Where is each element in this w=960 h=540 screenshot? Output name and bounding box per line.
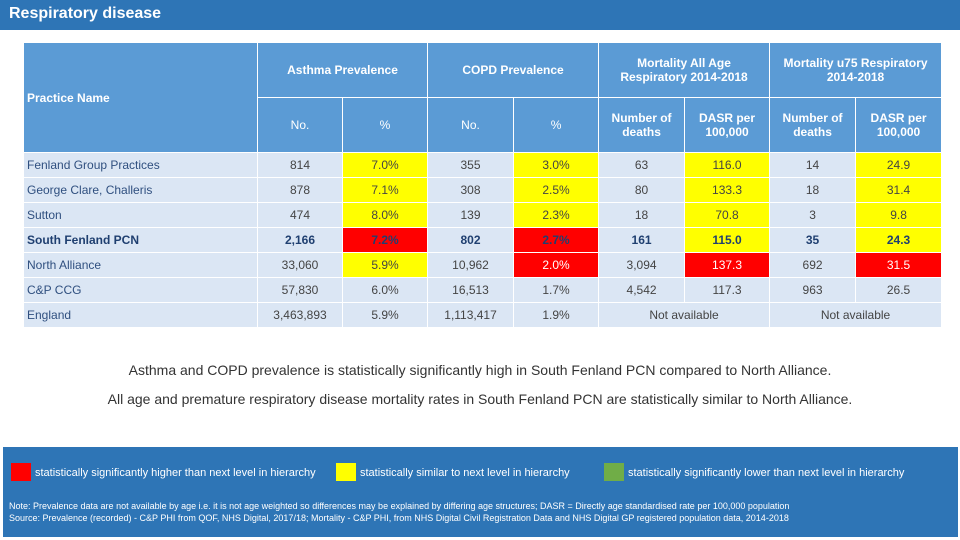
cell-mort-dasr: 117.3 [685, 278, 770, 303]
table-row [24, 253, 942, 278]
cell-mort-deaths: 161 [599, 228, 685, 253]
cell-mort-deaths: 3,094 [599, 253, 685, 278]
cell-copd-pct: 2.0% [514, 253, 599, 278]
cell-mort-deaths: 63 [599, 153, 685, 178]
cell-mort-dasr: 133.3 [685, 178, 770, 203]
cell-mort-dasr: 116.0 [685, 153, 770, 178]
header-copd-prevalence: COPD Prevalence [428, 43, 599, 98]
cell-copd-no: 355 [428, 153, 514, 178]
cell-copd-pct: 2.7% [514, 228, 599, 253]
header-copd-pct: % [514, 98, 599, 153]
legend-bar [3, 447, 958, 493]
cell-u75-dasr: 24.3 [856, 228, 942, 253]
cell-mort-dasr: 70.8 [685, 203, 770, 228]
cell-asthma-no: 2,166 [258, 228, 343, 253]
cell-asthma-pct: 8.0% [343, 203, 428, 228]
cell-practice-name: North Alliance [24, 253, 258, 278]
header-mortality-u75: Mortality u75 Respiratory 2014-2018 [770, 43, 942, 98]
yellow-swatch [336, 463, 356, 481]
cell-asthma-pct: 5.9% [343, 253, 428, 278]
header-copd-no: No. [428, 98, 514, 153]
header-asthma-pct: % [343, 98, 428, 153]
green-swatch [604, 463, 624, 481]
summary-line-2: All age and premature respiratory disease mortality rates in South Fenland PCN are statistically similar to North Alliance. [107, 391, 853, 407]
cell-copd-no: 1,113,417 [428, 303, 514, 328]
legend-green-label: statistically significantly lower than next level in hierarchy [628, 467, 905, 479]
cell-copd-pct: 2.3% [514, 203, 599, 228]
table-row [24, 153, 942, 178]
note-definitions: Note: Prevalence data are not available by age i.e. it is not age weighted so differences may be explained by differing age structures; DASR = Directly age standardised rate per 100,000 population [9, 501, 790, 511]
table-row [24, 303, 942, 328]
note-source: Source: Prevalence (recorded) - C&P PHI from QOF, NHS Digital, 2017/18; Mortality - C&P PHI, from NHS Digital Civil Registration Data and NHS Digital GP registered population data, 2014-2018 [9, 513, 789, 523]
cell-mort-dasr: 115.0 [685, 228, 770, 253]
header-u75-deaths: Number of deaths [770, 98, 856, 153]
cell-u75-deaths: 692 [770, 253, 856, 278]
cell-u75-dasr: 26.5 [856, 278, 942, 303]
cell-asthma-pct: 7.0% [343, 153, 428, 178]
cell-u75-deaths: 963 [770, 278, 856, 303]
cell-asthma-no: 33,060 [258, 253, 343, 278]
cell-copd-no: 802 [428, 228, 514, 253]
cell-asthma-pct: 5.9% [343, 303, 428, 328]
cell-copd-no: 308 [428, 178, 514, 203]
cell-u75-deaths: 35 [770, 228, 856, 253]
cell-practice-name: South Fenland PCN [24, 228, 258, 253]
cell-asthma-no: 814 [258, 153, 343, 178]
cell-u75-dasr: 31.5 [856, 253, 942, 278]
cell-u75-dasr: 31.4 [856, 178, 942, 203]
cell-practice-name: Fenland Group Practices [24, 153, 258, 178]
header-asthma-no: No. [258, 98, 343, 153]
cell-copd-no: 10,962 [428, 253, 514, 278]
cell-copd-pct: 1.9% [514, 303, 599, 328]
data-table-container [23, 42, 941, 328]
cell-asthma-pct: 7.1% [343, 178, 428, 203]
table-row [24, 228, 942, 253]
header-asthma-prevalence: Asthma Prevalence [258, 43, 428, 98]
cell-mort-dasr: 137.3 [685, 253, 770, 278]
table-row [24, 278, 942, 303]
table-row [24, 203, 942, 228]
cell-copd-pct: 1.7% [514, 278, 599, 303]
cell-u75-deaths: 3 [770, 203, 856, 228]
cell-copd-no: 139 [428, 203, 514, 228]
header-mort-deaths: Number of deaths [599, 98, 685, 153]
cell-practice-name: Sutton [24, 203, 258, 228]
legend-yellow-label: statistically similar to next level in hierarchy [360, 467, 570, 479]
table-row [24, 178, 942, 203]
header-practice-name: Practice Name [24, 43, 258, 153]
cell-asthma-no: 878 [258, 178, 343, 203]
title-bar [0, 0, 960, 30]
cell-practice-name: C&P CCG [24, 278, 258, 303]
legend-red-label: statistically significantly higher than next level in hierarchy [35, 467, 316, 479]
cell-copd-no: 16,513 [428, 278, 514, 303]
cell-copd-pct: 2.5% [514, 178, 599, 203]
red-swatch [11, 463, 31, 481]
header-u75-dasr: DASR per 100,000 [856, 98, 942, 153]
header-mort-dasr: DASR per 100,000 [685, 98, 770, 153]
summary-line-1: Asthma and COPD prevalence is statistically significantly high in South Fenland PCN compared to North Alliance. [128, 362, 832, 378]
cell-asthma-no: 474 [258, 203, 343, 228]
cell-mort-deaths: 18 [599, 203, 685, 228]
cell-u75-not-available: Not available [770, 303, 942, 328]
cell-practice-name: George Clare, Challeris [24, 178, 258, 203]
notes-bar [3, 493, 958, 537]
cell-u75-dasr: 9.8 [856, 203, 942, 228]
cell-copd-pct: 3.0% [514, 153, 599, 178]
header-mortality-all-age: Mortality All Age Respiratory 2014-2018 [599, 43, 770, 98]
cell-asthma-pct: 7.2% [343, 228, 428, 253]
cell-practice-name: England [24, 303, 258, 328]
cell-asthma-pct: 6.0% [343, 278, 428, 303]
cell-u75-deaths: 18 [770, 178, 856, 203]
cell-asthma-no: 57,830 [258, 278, 343, 303]
cell-mort-deaths: 4,542 [599, 278, 685, 303]
cell-mort-not-available: Not available [599, 303, 770, 328]
respiratory-table [23, 42, 942, 328]
cell-u75-dasr: 24.9 [856, 153, 942, 178]
cell-asthma-no: 3,463,893 [258, 303, 343, 328]
cell-u75-deaths: 14 [770, 153, 856, 178]
cell-mort-deaths: 80 [599, 178, 685, 203]
page-title: Respiratory disease [9, 5, 162, 22]
